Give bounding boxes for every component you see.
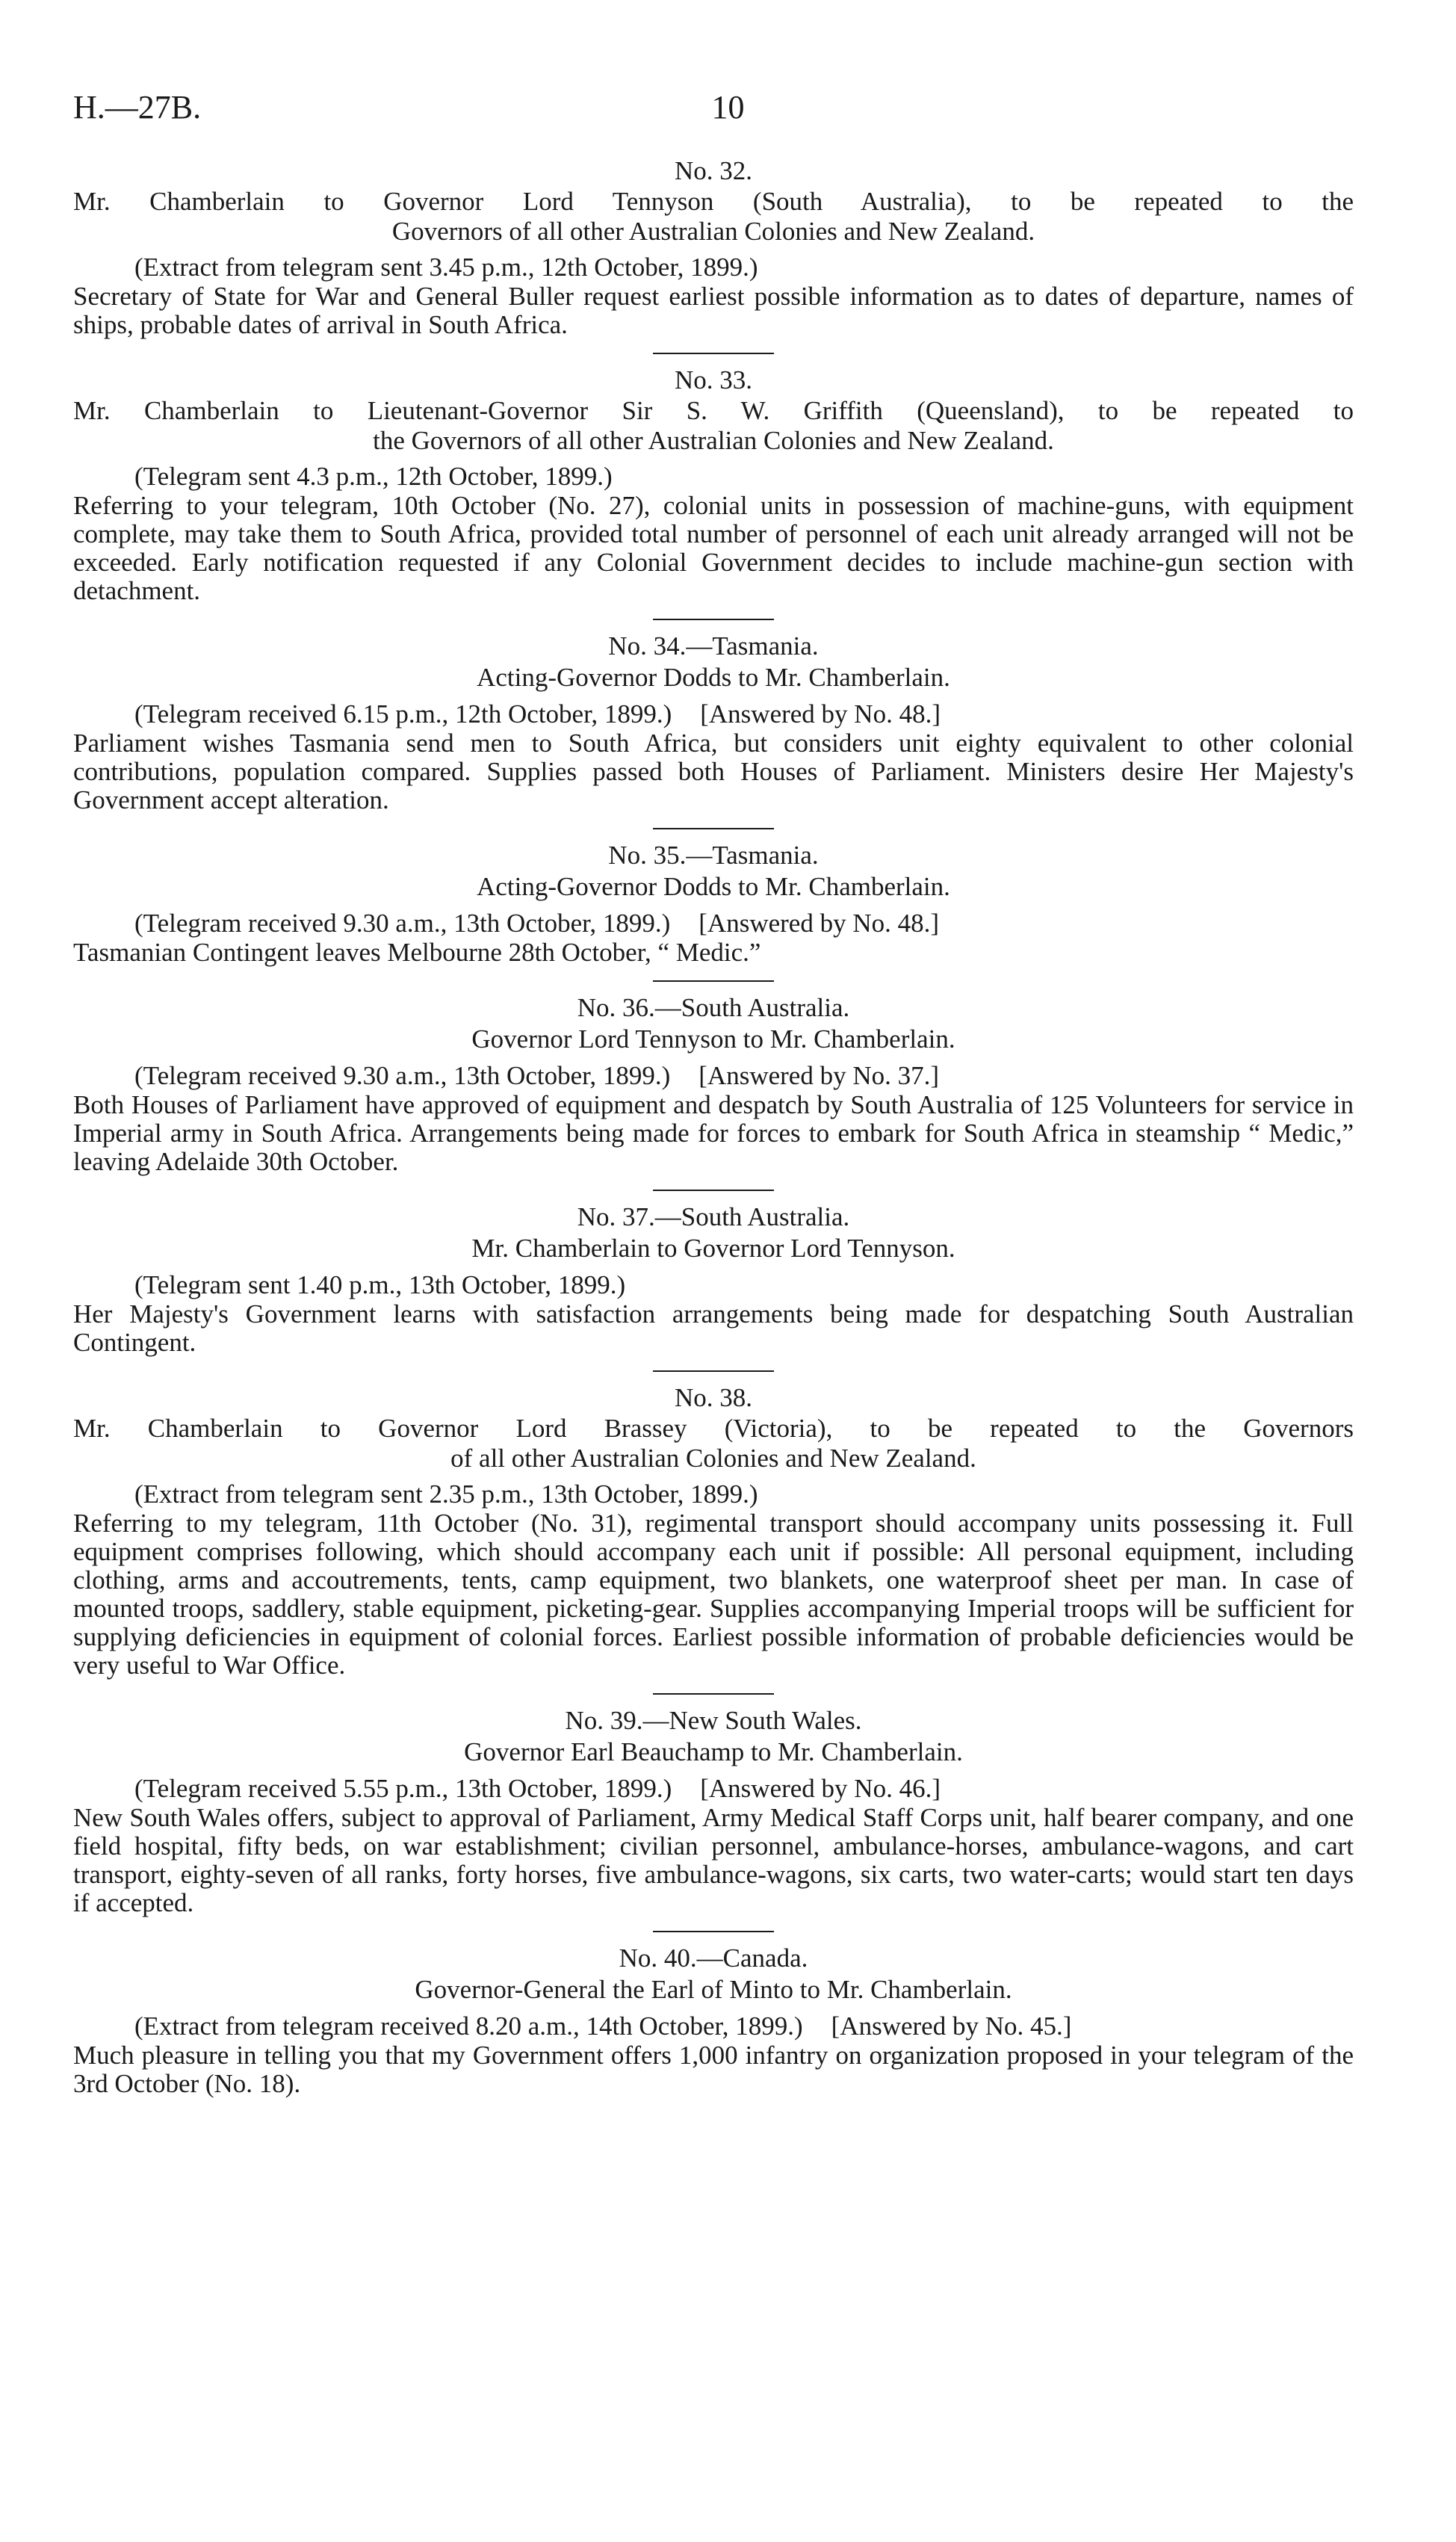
telegram-note: (Telegram sent 4.3 p.m., 12th October, 1899.): [134, 462, 613, 491]
telegram-details: [73, 1479, 1354, 1509]
section-divider: [653, 1370, 774, 1372]
telegram-body: Both Houses of Parliament have approved of equipment and despatch by South Australia of 125 Volunteers for service in Imperial army in South Africa. Arrangements being made for forces to embark for South Africa in steamship “ Medic,” leaving Adelaide 30th October.: [73, 1090, 1354, 1176]
answered-by: [Answered by No. 46.]: [700, 1774, 941, 1803]
telegram-body: Tasmanian Contingent leaves Melbourne 28th October, “ Medic.”: [73, 938, 761, 967]
entry-39: [73, 1705, 1354, 1917]
entry-number: No. 37.—South Australia.: [577, 1202, 850, 1231]
entry-32: [73, 155, 1354, 339]
telegram-body: Her Majesty's Government learns with satisfaction arrangements being made for despatching South Australian Contingent.: [73, 1299, 1354, 1357]
telegram-note: (Telegram sent 1.40 p.m., 13th October, 1899.): [134, 1270, 626, 1299]
telegram-details: [73, 909, 1354, 938]
telegram-body: Parliament wishes Tasmania send men to South Africa, but considers unit eighty equivalent to other colonial contributions, population compared. Supplies passed both Houses of Parliament. Ministers desire Her Majesty's Government accept alteration.: [73, 729, 1354, 814]
section-divider: [653, 1693, 774, 1695]
section-divider: [653, 619, 774, 620]
section-divider: [653, 353, 774, 354]
answered-by: [Answered by No. 48.]: [700, 699, 941, 729]
entry-number: No. 34.—Tasmania.: [608, 631, 819, 661]
telegram-body: Referring to your telegram, 10th October (No. 27), colonial units in possession of machine-guns, with equipment complete, may take them to South Africa, provided total number of personnel of each unit already arranged will not be exceeded. Early notification requested if any Colonial Government decides to include machine-gun section with detachment.: [73, 491, 1354, 605]
telegram-note: (Extract from telegram sent 2.35 p.m., 13th October, 1899.): [134, 1479, 758, 1509]
section-divider: [653, 980, 774, 982]
telegram-details: [73, 1061, 1354, 1091]
entry-33: [73, 365, 1354, 605]
entry-number: No. 32.: [674, 156, 753, 185]
section-divider: [653, 1931, 774, 1932]
telegram-details: [73, 253, 1354, 282]
paper-reference: H.—27B.: [73, 89, 202, 126]
telegram-note: (Telegram received 9.30 a.m., 13th October, 1899.): [134, 909, 671, 938]
entry-37: [73, 1202, 1354, 1357]
entry-address: Mr. Chamberlain to Governor Lord Brassey (Victoria), to be repeated to the Governors: [73, 1414, 1354, 1443]
entry-address-continued: of all other Australian Colonies and New Zealand.: [450, 1444, 976, 1473]
answered-by: [Answered by No. 48.]: [698, 909, 940, 938]
entry-address: Acting-Governor Dodds to Mr. Chamberlain.: [477, 872, 950, 901]
telegram-note: (Extract from telegram sent 3.45 p.m., 12th October, 1899.): [134, 253, 758, 282]
telegram-note: (Telegram received 5.55 p.m., 13th October, 1899.): [134, 1774, 672, 1803]
entry-number: No. 38.: [674, 1383, 753, 1412]
entry-address: Governor Lord Tennyson to Mr. Chamberlain.: [471, 1024, 955, 1054]
entry-address: Mr. Chamberlain to Lieutenant-Governor Sir S. W. Griffith (Queensland), to be repeated to: [73, 396, 1354, 425]
entry-address: Acting-Governor Dodds to Mr. Chamberlain.: [477, 663, 950, 692]
page-number: 10: [711, 89, 745, 126]
section-divider: [653, 828, 774, 829]
telegram-details: [73, 1270, 1354, 1300]
entry-38: [73, 1382, 1354, 1680]
entry-number: No. 39.—New South Wales.: [565, 1706, 862, 1735]
telegram-body: Secretary of State for War and General Buller request earliest possible information as to dates of departure, names of ships, probable dates of arrival in South Africa.: [73, 282, 1354, 339]
answered-by: [Answered by No. 45.]: [831, 2011, 1072, 2041]
telegram-body: Referring to my telegram, 11th October (No. 31), regimental transport should accompany units possessing it. Full equipment comprises following, which should accompany each unit if possible: All personal equipment, including clothing, arms and accoutrements, tents, camp equipment, two blankets, one waterproof sheet per man. In case of mounted troops, saddlery, stable equipment, picketing-gear. Supplies accompanying Imperial troops will be sufficient for supplying deficiencies in equipment of colonial forces. Earliest possible information of probable deficiencies would be very useful to War Office.: [73, 1509, 1354, 1680]
entry-number: No. 40.—Canada.: [619, 1943, 808, 1973]
entry-34: [73, 631, 1354, 814]
entry-number: No. 36.—South Australia.: [577, 993, 850, 1022]
entry-number: No. 33.: [674, 365, 753, 395]
entry-36: [73, 992, 1354, 1176]
telegram-details: [73, 2011, 1354, 2041]
entry-address: Governor-General the Earl of Minto to Mr. Chamberlain.: [415, 1975, 1012, 2004]
document-body: [73, 155, 1354, 2098]
answered-by: [Answered by No. 37.]: [698, 1061, 940, 1090]
telegram-details: [73, 699, 1354, 729]
entry-35: [73, 840, 1354, 967]
section-divider: [653, 1190, 774, 1191]
telegram-note: (Telegram received 9.30 a.m., 13th October, 1899.): [134, 1061, 671, 1090]
telegram-details: [73, 1774, 1354, 1804]
telegram-body: Much pleasure in telling you that my Government offers 1,000 infantry on organization proposed in your telegram of the 3rd October (No. 18).: [73, 2041, 1354, 2098]
running-head: [73, 88, 1383, 133]
entry-address: Governor Earl Beauchamp to Mr. Chamberlain.: [464, 1737, 963, 1766]
telegram-note: (Telegram received 6.15 p.m., 12th October, 1899.): [134, 699, 672, 729]
entry-40: [73, 1943, 1354, 2098]
telegram-details: [73, 462, 1354, 492]
entry-address: Mr. Chamberlain to Governor Lord Tennyson.: [471, 1234, 955, 1263]
entry-address: Mr. Chamberlain to Governor Lord Tennyson (South Australia), to be repeated to the: [73, 187, 1354, 216]
entry-number: No. 35.—Tasmania.: [608, 841, 819, 870]
entry-address-continued: the Governors of all other Australian Colonies and New Zealand.: [373, 426, 1054, 455]
telegram-body: New South Wales offers, subject to approval of Parliament, Army Medical Staff Corps unit, half bearer company, and one field hospital, fifty beds, on war establishment; civilian personnel, ambulance-horses, ambulance-wagons, and cart transport, eighty-seven of all ranks, forty horses, five ambulance-wagons, six carts, two water-carts; would start ten days if accepted.: [73, 1803, 1354, 1917]
telegram-note: (Extract from telegram received 8.20 a.m., 14th October, 1899.): [134, 2011, 803, 2041]
entry-address-continued: Governors of all other Australian Colonies and New Zealand.: [391, 217, 1035, 246]
